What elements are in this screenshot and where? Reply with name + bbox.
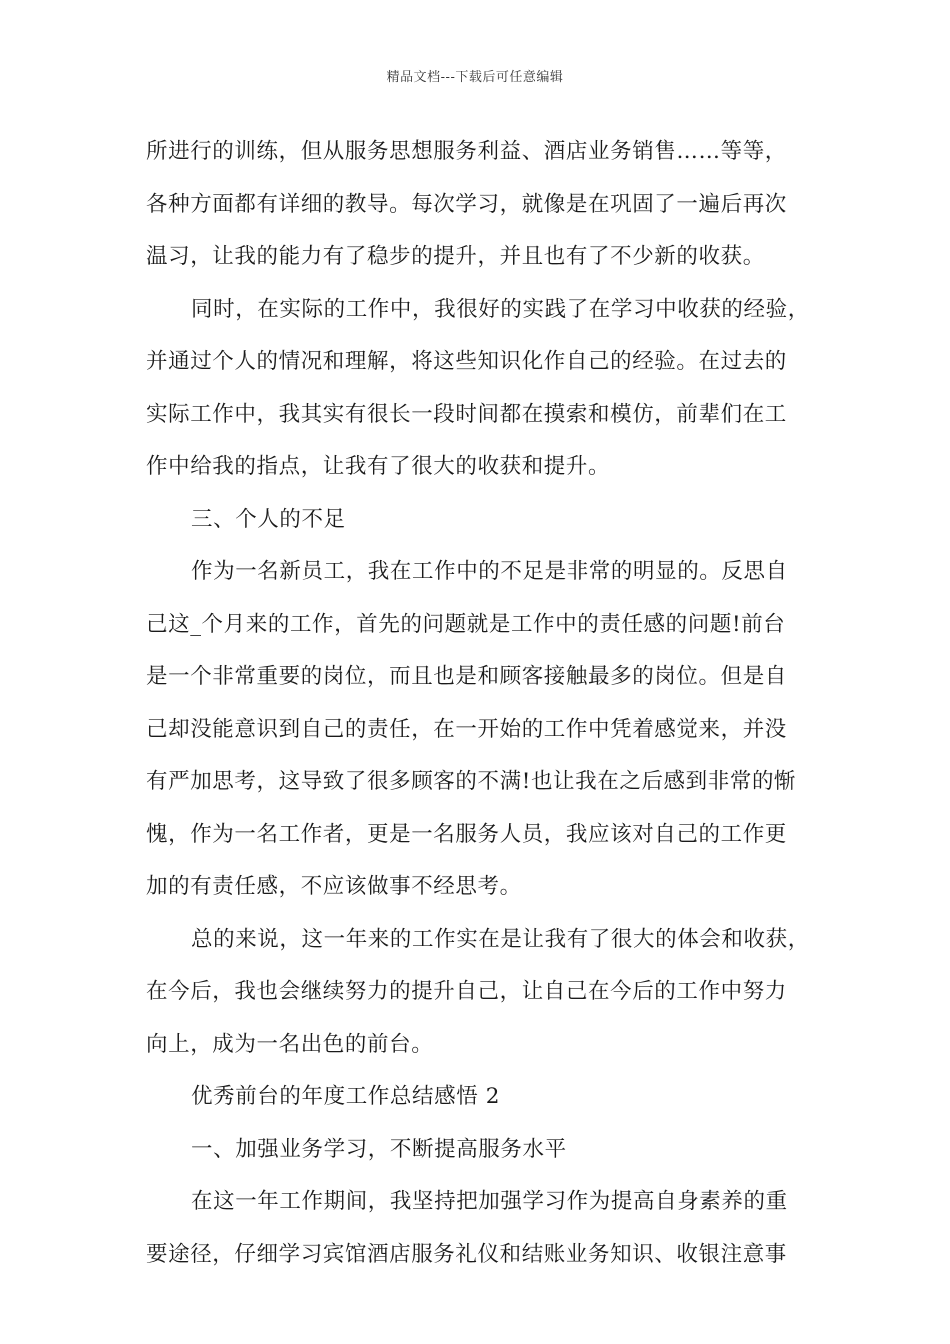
- paragraph-practice: [146, 284, 836, 494]
- text-line: 要途径，仔细学习宾馆酒店服务礼仪和结账业务知识、收银注意事: [146, 1241, 787, 1267]
- text-line: 己这_个月来的工作，首先的问题就是工作中的责任感的问题!前台: [146, 611, 786, 637]
- text-line: 作中给我的指点，让我有了很大的收获和提升。: [146, 454, 611, 479]
- heading-text: 优秀前台的年度工作总结感悟 2: [191, 1084, 501, 1109]
- text-line: 各种方面都有详细的教导。每次学习，就像是在巩固了一遍后再次: [146, 191, 787, 217]
- text-line: 所进行的训练，但从服务思想服务利益、酒店业务销售……等等，: [146, 139, 787, 164]
- text-line: 己却没能意识到自己的责任，在一开始的工作中凭着感觉来，并没: [146, 716, 787, 742]
- text-line: 总的来说，这一年来的工作实在是让我有了很大的体会和收获，: [191, 926, 810, 952]
- text-line: 并通过个人的情况和理解，将这些知识化作自己的经验。在过去的: [146, 349, 787, 374]
- text-line: 加的有责任感，不应该做事不经思考。: [146, 874, 522, 899]
- heading-text: 三、个人的不足: [191, 506, 346, 532]
- text-line: 在这一年工作期间，我坚持把加强学习作为提高自身素养的重: [191, 1189, 788, 1214]
- text-line: 作为一名新员工，我在工作中的不足是非常的明显的。反思自: [191, 559, 788, 584]
- text-line: 同时，在实际的工作中，我很好的实践了在学习中收获的经验，: [191, 296, 810, 322]
- document-title-2: [146, 1071, 836, 1124]
- text-line: 在今后，我也会继续努力的提升自己，让自己在今后的工作中努力: [146, 979, 787, 1004]
- page-header: 精品文档---下载后可任意编辑: [386, 70, 564, 85]
- text-line: 是一个非常重要的岗位，而且也是和顾客接触最多的岗位。但是自: [146, 664, 787, 689]
- heading-text: 一、加强业务学习，不断提高服务水平: [191, 1136, 567, 1162]
- text-line: 有严加思考，这导致了很多顾客的不满!也让我在之后感到非常的惭: [146, 769, 797, 794]
- paragraph-summary: [146, 914, 836, 1072]
- section-heading-study: [146, 1124, 836, 1177]
- document-body: [146, 126, 836, 1281]
- text-line: 温习，让我的能力有了稳步的提升，并且也有了不少新的收获。: [146, 244, 765, 269]
- paragraph-shortcomings: [146, 546, 836, 914]
- paragraph-study: [146, 1176, 836, 1281]
- text-line: 愧，作为一名工作者，更是一名服务人员，我应该对自己的工作更: [146, 821, 787, 847]
- text-line: 实际工作中，我其实有很长一段时间都在摸索和模仿，前辈们在工: [146, 401, 787, 427]
- text-line: 向上，成为一名出色的前台。: [146, 1031, 434, 1057]
- paragraph-training: [146, 126, 836, 284]
- section-heading-shortcomings: [146, 494, 836, 547]
